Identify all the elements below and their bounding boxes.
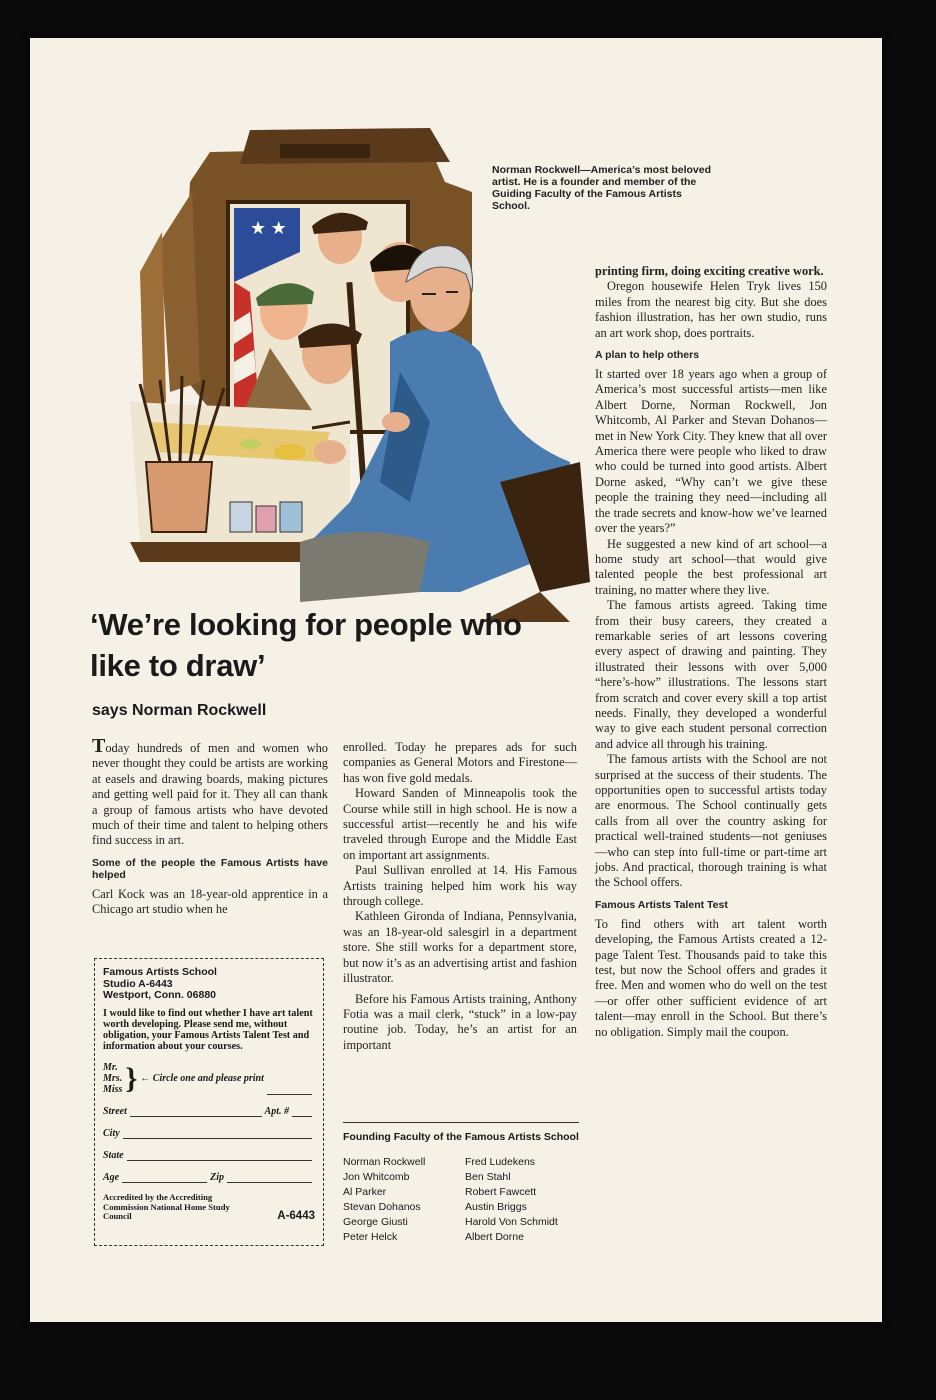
coupon-city: Westport, Conn. 06880 [103, 989, 216, 1001]
option-mr[interactable]: Mr. [103, 1062, 118, 1074]
section-heading-helped: Some of the people the Famous Artists have helped [92, 856, 328, 881]
drop-cap: T [92, 735, 106, 757]
illustration-caption [492, 164, 712, 212]
coupon-school: Famous Artists School [103, 966, 217, 978]
headline: ‘We’re looking for people who like to draw’ [90, 607, 522, 683]
coupon-form[interactable] [94, 958, 324, 1246]
faculty-name: Austin Briggs [465, 1201, 527, 1213]
paragraph-artists-agreed: The famous artists agreed. Taking time from their busy careers, they created a remarkable series of art lessons covering every aspect of drawing and painting. They illustrated their lessons with over 5,000 “here’s-how” illustrations. The lessons start from scratch and cover every skill a top artist needs. Finally, they developed a wonderful way to give each student personal correction and advice all through his training. [595, 598, 827, 751]
subhead: says Norman Rockwell [92, 702, 267, 719]
column-1 [92, 735, 328, 918]
paragraph-carl-kock-cont: enrolled. Today he prepares ads for such companies as General Motors and Firestone—has won five gold medals. [343, 740, 577, 785]
state-label: State [103, 1150, 124, 1162]
paragraph-opportunities: The famous artists with the School are not surprised at the success of their students. The opportunities open to successful artists today are enormous. The School continually gets calls from all over the country asking for practical well-trained students—not geniuses—who can step into full-time or part-time art jobs. And practical, thorough training is what the School offers. [595, 752, 827, 890]
city-label: City [103, 1128, 120, 1140]
column-3 [595, 264, 827, 1040]
paragraph-anthony-fotia: Before his Famous Artists training, Anthony Fotia was a mail clerk, “stuck” in a low-pay routine job. Today, he’s an artist for an important [343, 991, 577, 1052]
apt-line[interactable] [292, 1106, 312, 1117]
coupon-address [103, 967, 315, 1002]
city-field[interactable] [103, 1128, 315, 1139]
zip-line[interactable] [227, 1172, 312, 1183]
age-zip-field[interactable] [103, 1172, 315, 1183]
state-field[interactable] [103, 1150, 315, 1161]
option-mrs[interactable]: Mrs. [103, 1073, 123, 1085]
coupon-code: A-6443 [277, 1210, 315, 1223]
accreditation-row [103, 1193, 315, 1222]
faculty-name: Albert Dorne [465, 1231, 524, 1243]
state-line[interactable] [127, 1150, 312, 1161]
street-field[interactable] [103, 1106, 315, 1117]
founding-faculty [343, 1122, 579, 1245]
faculty-name: George Giusti [343, 1216, 408, 1228]
paragraph-plan-start: It started over 18 years ago when a group of America’s most successful artists—men like Albert Dorne, Norman Rockwell, Jon Whitcomb, Al Parker and Stevan Dohanos—met in New York City. They knew that all over America there were people who liked to draw who could be turned into good artists. Albert Dorne asked, “Why can’t we give these people the training they need—including all the trade secrets and know-how we’ve learned over the years?” [595, 367, 827, 536]
caption-name: Norman Rockwell [492, 164, 581, 176]
faculty-name: Peter Helck [343, 1231, 398, 1243]
paragraph-talent-test: To find others with art talent worth developing, the Famous Artists created a 12-page Talent Test. Thousands paid to take this test, but now the School offers and grades it free. Men and women who do well on the test—or offer other sufficient evidence of art talent—may enroll in the School. But there’s no obligation. Simply mail the coupon. [595, 916, 827, 1039]
brace-glyph: } [125, 1061, 138, 1095]
column-2 [343, 740, 577, 1053]
caption-text: —America’s most beloved artist. He is a founder and member of the Guiding Faculty of the Famous Artists School. [492, 164, 712, 212]
faculty-name: Stevan Dohanos [343, 1201, 421, 1213]
paragraph-helen-tryk: Oregon housewife Helen Tryk lives 150 miles from the nearest big city. But she does fashion illustration, has her own studio, runs an art work shop, does portraits. [595, 279, 827, 340]
ad-page [30, 38, 882, 1322]
faculty-column-right [465, 1155, 587, 1245]
faculty-name: Norman Rockwell [343, 1156, 426, 1168]
city-line[interactable] [123, 1128, 312, 1139]
faculty-name: Harold Von Schmidt [465, 1216, 558, 1228]
name-line[interactable] [267, 1084, 312, 1095]
paragraph-howard-sanden: Howard Sanden of Minneapolis took the Course while still in high school. He is now a successful artist—recently he and his wife traveled through Europe and the Middle East on important art assignments. [343, 786, 577, 862]
option-miss[interactable]: Miss [103, 1084, 123, 1096]
faculty-name: Al Parker [343, 1186, 387, 1198]
zip-label: Zip [210, 1172, 224, 1184]
intro-paragraph [92, 735, 328, 849]
faculty-name: Robert Fawcett [465, 1186, 537, 1198]
age-line[interactable] [122, 1172, 207, 1183]
faculty-list [343, 1155, 579, 1245]
faculty-name: Fred Ludekens [465, 1156, 536, 1168]
coupon-request-text: I would like to find out whether I have art talent worth developing. Please send me, without obligation, your Famous Artists Talent Test and information about your courses. [103, 1007, 313, 1053]
circle-instruction: ← Circle one and please print [140, 1073, 264, 1085]
paragraph-kathleen-gironda: Kathleen Gironda of Indiana, Pennsylvania, was an 18-year-old salesgirl in a department store. She still works for a department store, but now it’s as an advertising artist and fashion illustrator. [343, 909, 577, 986]
apt-label: Apt. # [264, 1106, 289, 1118]
coupon-studio: Studio A-6443 [103, 977, 173, 990]
paragraph-paul-sullivan: Paul Sullivan enrolled at 14. His Famous Artists training helped him work his way through college. [343, 863, 577, 909]
paragraph-printing-firm: printing firm, doing exciting creative work. [595, 264, 824, 278]
salutation-field[interactable] [103, 1062, 315, 1095]
svg-text:★ ★: ★ ★ [250, 218, 287, 238]
intro-text: oday hundreds of men and women who never thought they could be artists are working at easels and drawing boards, making pictures and getting well paid for it. They all can thank a group of famous artists who have devoted much of their time and talent to helping others find success in art. [92, 741, 328, 848]
section-heading-plan: A plan to help others [595, 349, 700, 362]
accreditation-text: Accredited by the Accrediting Commission National Home Study Council [103, 1192, 230, 1222]
age-label: Age [103, 1172, 120, 1184]
paragraph-carl-kock: Carl Kock was an 18-year-old apprentice in a Chicago art studio when he [92, 886, 328, 917]
faculty-name: Jon Whitcomb [343, 1171, 410, 1183]
faculty-heading: Founding Faculty of the Famous Artists School [343, 1131, 579, 1143]
section-heading-talent-test: Famous Artists Talent Test [595, 898, 728, 911]
paragraph-home-study: He suggested a new kind of art school—a home study art school—that would give talented people the best professional art training, no matter where they live. [595, 536, 827, 597]
faculty-column-left [343, 1155, 465, 1245]
street-line[interactable] [130, 1106, 262, 1117]
faculty-name: Ben Stahl [465, 1171, 511, 1183]
street-label: Street [103, 1106, 127, 1118]
salutation-options[interactable] [103, 1062, 122, 1095]
